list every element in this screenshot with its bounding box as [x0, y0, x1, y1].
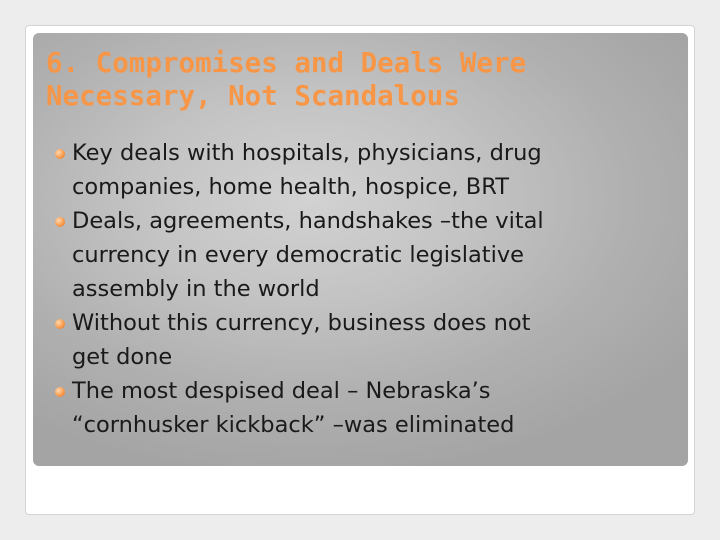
slide-title-line: Necessary, Not Scandalous [46, 80, 460, 112]
bullet-line: assembly in the world [72, 276, 320, 302]
slide-title [46, 47, 676, 113]
bullet-line: Key deals with hospitals, physicians, drug [72, 140, 542, 166]
bullet-line: get done [72, 344, 173, 370]
bullet-marker-icon [55, 387, 65, 397]
bullet-line: currency in every democratic legislative [72, 242, 524, 268]
content-panel [33, 33, 688, 466]
bullet-marker-icon [55, 149, 65, 159]
bullet-line: Without this currency, business does not [72, 310, 531, 336]
bullet-item [33, 374, 688, 442]
slide-title-line: 6. Compromises and Deals Were [46, 47, 527, 79]
bullet-marker-icon [55, 319, 65, 329]
bullet-marker-icon [55, 217, 65, 227]
bullet-line: “cornhusker kickback” –was eliminated [72, 412, 515, 438]
bullet-item [33, 136, 688, 204]
bullet-item [33, 204, 688, 306]
bullet-list [33, 136, 688, 442]
bullet-line: companies, home health, hospice, BRT [72, 174, 509, 200]
bullet-line: The most despised deal – Nebraska’s [72, 378, 491, 404]
bullet-line: Deals, agreements, handshakes –the vital [72, 208, 544, 234]
bullet-item [33, 306, 688, 374]
